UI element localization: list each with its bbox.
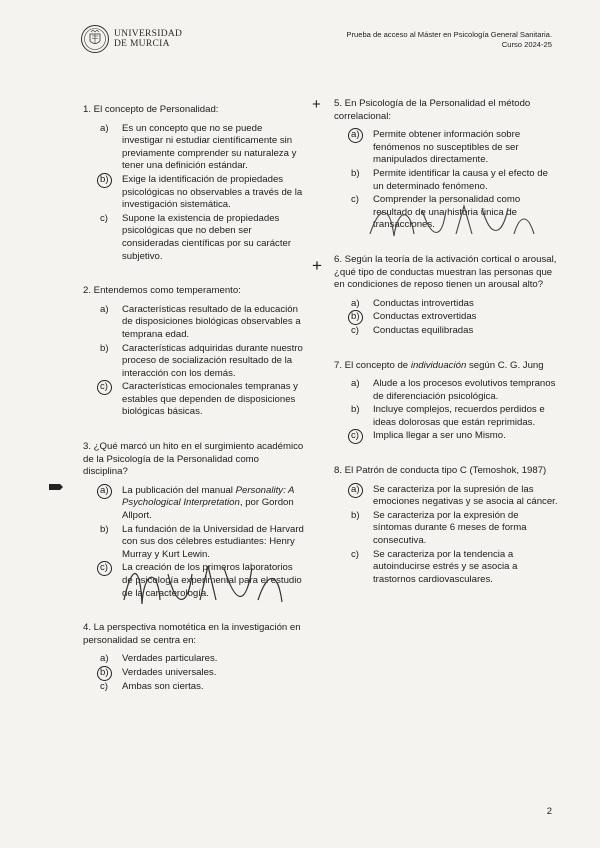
- option-letter: b): [351, 167, 360, 179]
- question-text: 4. La perspectiva nomotética en la investigación en personalidad se centra en:: [83, 622, 301, 646]
- option-text: La creación de los primeros laboratorios de psicología experimental para el estudio de la caracterología.: [122, 562, 302, 599]
- option-b[interactable]: [334, 404, 560, 429]
- university-name-line1: UNIVERSIDAD: [114, 29, 183, 39]
- option-b-selected[interactable]: [334, 311, 560, 324]
- option-letter: c): [351, 324, 359, 336]
- option-b[interactable]: [334, 510, 560, 548]
- option-text: Se caracteriza por la tendencia a autoinducirse estrés y se asocia a trastornos cardiovasculares.: [373, 548, 518, 585]
- question-text-pre: 7. El concepto de: [334, 359, 411, 371]
- option-b[interactable]: [83, 524, 305, 562]
- option-b-selected[interactable]: [83, 667, 305, 680]
- option-letter: b): [351, 404, 360, 416]
- option-a-selected[interactable]: [334, 484, 560, 509]
- option-text: Comprender la personalidad como resultado de una historia única de transacciones.: [373, 194, 521, 231]
- question-4: [83, 622, 305, 693]
- question-7: [334, 360, 560, 444]
- option-letter: a): [334, 484, 373, 509]
- option-text-pre: La publicación del manual: [122, 484, 236, 496]
- option-text: Es un concepto que no se puede investigar ni estudiar científicamente sin previamente comprender su naturaleza y tener una definición estándar.: [122, 122, 297, 172]
- option-letter: b): [334, 311, 373, 324]
- exam-title: Prueba de acceso al Máster en Psicología General Sanitaria.: [346, 30, 552, 39]
- option-letter: b): [100, 342, 109, 354]
- option-text: La fundación de la Universidad de Harvard con sus dos célebres estudiantes: Henry Murray y Kurt Lewin.: [122, 523, 304, 560]
- option-text-post: , por Gordon Allport.: [122, 497, 294, 522]
- option-text: Características adquiridas durante nuestro proceso de socialización resultado de la interacción con los demás.: [122, 342, 303, 379]
- exam-course: Curso 2024-25: [501, 40, 552, 49]
- option-text: Conductas introvertidas: [373, 297, 474, 309]
- option-c[interactable]: [334, 549, 560, 587]
- option-text: Verdades particulares.: [122, 653, 218, 665]
- option-text: Exige la identificación de propiedades psicológicas no observables a través de la investigación sistemática.: [122, 173, 303, 211]
- page-number: 2: [546, 806, 552, 817]
- option-text: Se caracteriza por la supresión de las emociones negativas y se asocia al cáncer.: [373, 483, 558, 508]
- option-text: Características emocionales tempranas y estables que dependen de disposiciones biológicas básicas.: [122, 381, 298, 418]
- option-c[interactable]: [334, 325, 560, 338]
- university-name: [114, 29, 182, 49]
- option-text: Permite identificar la causa y el efecto de un determinado fenómeno.: [373, 167, 548, 192]
- question-text: 1. El concepto de Personalidad:: [83, 104, 219, 115]
- option-text: Conductas equilibradas: [373, 324, 474, 336]
- question-text: [334, 360, 560, 373]
- university-name-line2: DE MURCIA: [114, 39, 170, 49]
- question-text: 5. En Psicología de la Personalidad el método correlacional:: [334, 98, 531, 122]
- option-b-selected[interactable]: [83, 174, 305, 212]
- option-a[interactable]: [334, 378, 560, 403]
- option-text: Permite obtener información sobre fenómenos no susceptibles de ser manipulados directamente.: [373, 129, 521, 166]
- option-letter: a): [100, 303, 109, 315]
- option-text: Implica llegar a ser uno Mismo.: [373, 430, 506, 442]
- option-text: Ambas son ciertas.: [122, 680, 204, 692]
- option-letter: c): [100, 212, 108, 224]
- option-a-selected[interactable]: [83, 485, 305, 523]
- option-a[interactable]: [83, 123, 305, 173]
- option-letter: b): [83, 174, 122, 212]
- margin-marker-icon: [48, 482, 64, 492]
- option-b[interactable]: [334, 168, 560, 193]
- option-text: Supone la existencia de propiedades psicológicas que no deben ser consideradas científicas por su carácter subjetivo.: [122, 212, 292, 262]
- plus-mark-q6: +: [312, 256, 322, 275]
- question-text: 3. ¿Qué marcó un hito en el surgimiento académico de la Psicología de la Personalidad como disciplina?: [83, 441, 304, 478]
- university-crest-icon: [80, 24, 110, 54]
- option-letter: b): [351, 509, 360, 521]
- option-letter: c): [351, 548, 359, 560]
- option-text: [122, 485, 305, 523]
- option-c[interactable]: [83, 213, 305, 263]
- option-text: Características resultado de la educación de disposiciones biológicas observables a temprana edad.: [122, 303, 301, 340]
- question-2: [83, 285, 305, 419]
- option-letter: a): [100, 122, 109, 134]
- question-8: [334, 465, 560, 586]
- question-text: 8. El Patrón de conducta tipo C (Temoshok, 1987): [334, 465, 547, 477]
- option-list: [334, 378, 560, 443]
- book-title: Personality: A Psychological Interpretation: [122, 484, 295, 509]
- option-letter: a): [351, 378, 360, 390]
- option-list: [83, 304, 305, 419]
- option-letter: b): [100, 523, 109, 535]
- option-letter: c): [100, 680, 108, 692]
- option-text: Conductas extrovertidas: [373, 311, 477, 323]
- question-text: 6. Según la teoría de la activación cortical o arousal, ¿qué tipo de conductas muestran las personas que en condiciones de reposo tienen un arousal alto?: [334, 253, 557, 291]
- option-a-selected[interactable]: [334, 129, 560, 167]
- option-text: Se caracteriza por la expresión de síntomas durante 6 meses de forma consecutiva.: [373, 509, 527, 547]
- question-text: 2. Entendemos como temperamento:: [83, 285, 241, 297]
- term-individuacion: individuación: [410, 359, 467, 371]
- option-letter: b): [83, 667, 122, 680]
- option-letter: c): [83, 381, 122, 419]
- option-c-selected[interactable]: [334, 430, 560, 443]
- option-letter: a): [351, 297, 360, 309]
- cross-out-scribble-q3b: [118, 560, 288, 616]
- option-letter: c): [83, 562, 122, 600]
- question-1: [83, 104, 305, 263]
- left-column: [83, 104, 305, 715]
- option-list: [83, 123, 305, 264]
- question-6: [334, 254, 560, 338]
- right-column: [334, 98, 560, 608]
- question-text-post: según C. G. Jung: [466, 359, 544, 371]
- option-letter: a): [83, 485, 122, 523]
- option-letter: c): [351, 194, 359, 206]
- option-text: Incluye complejos, recuerdos perdidos e ideas dolorosas que están reprimidas.: [373, 404, 545, 428]
- option-list: [83, 653, 305, 693]
- option-text: Verdades universales.: [122, 666, 217, 678]
- cross-out-scribble-q5c: [360, 200, 540, 246]
- option-text: Alude a los procesos evolutivos tempranos de diferenciación psicológica.: [373, 378, 556, 402]
- option-letter: a): [334, 129, 373, 167]
- exam-header: [346, 30, 552, 50]
- plus-mark-q5: +: [312, 96, 321, 113]
- option-list: [334, 298, 560, 338]
- option-letter: a): [100, 653, 109, 665]
- option-c-selected[interactable]: [83, 381, 305, 419]
- option-a[interactable]: [83, 304, 305, 342]
- option-c[interactable]: [83, 681, 305, 694]
- option-letter: c): [334, 430, 373, 443]
- option-a[interactable]: [334, 298, 560, 311]
- option-list: [334, 484, 560, 587]
- option-b[interactable]: [83, 343, 305, 381]
- option-a[interactable]: [83, 653, 305, 666]
